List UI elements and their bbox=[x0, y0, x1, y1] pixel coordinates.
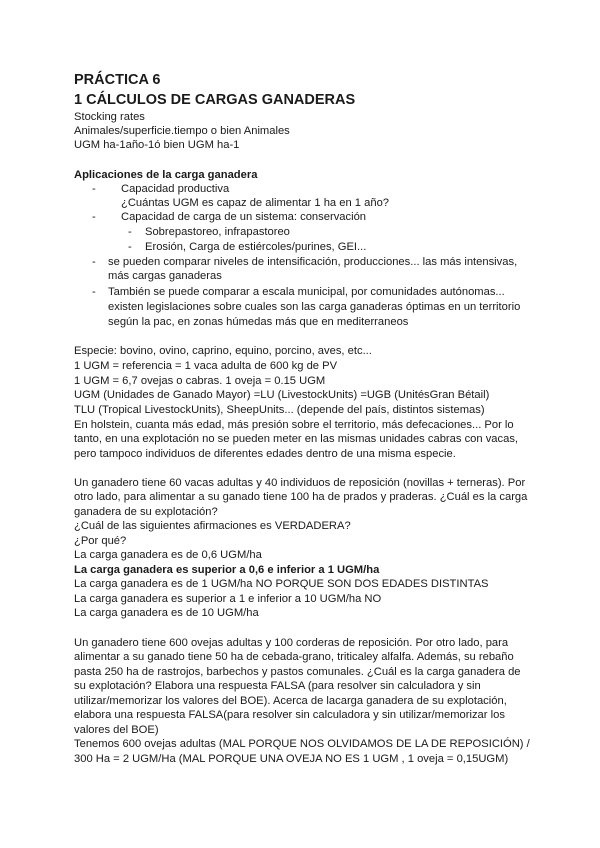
list-item-continuation: ¿Cuántas UGM es capaz de alimentar 1 ha en 1 año? bbox=[121, 197, 390, 209]
sublist-dash: - bbox=[128, 226, 132, 238]
list-item: También se puede comparar a escala municipal, por comunidades autónomas... bbox=[108, 286, 505, 298]
species-line: UGM (Unidades de Ganado Mayor) =LU (LivestockUnits) =UGB (UnitésGran Bétail) bbox=[74, 389, 490, 401]
exercise1-question: ¿Por qué? bbox=[74, 535, 127, 547]
exercise1-option: La carga ganadera es de 0,6 UGM/ha bbox=[74, 549, 262, 561]
exercise2-answer: 300 Ha = 2 UGM/Ha (MAL PORQUE UNA OVEJA NO ES 1 UGM , 1 oveja = 0,15UGM) bbox=[74, 753, 509, 765]
list-item-continuation: existen legislaciones sobre cuales son las carga ganaderas óptimas en un territorio bbox=[108, 301, 521, 313]
page-title: PRÁCTICA 6 bbox=[74, 72, 161, 88]
intro-line: Stocking rates bbox=[74, 111, 145, 123]
species-line: En holstein, cuanta más edad, más presión sobre el territorio, más defecaciones... Por lo bbox=[74, 419, 514, 431]
exercise2-statement: elabora una respuesta FALSA(para resolver sin calculadora y sin utilizar/memorizar los bbox=[74, 709, 505, 721]
exercise2-statement: valores del BOE) bbox=[74, 724, 159, 736]
species-line: tanto, en una explotación no se pueden meter en las mismas unidades cabras con vacas, bbox=[74, 433, 519, 445]
sublist-item: Sobrepastoreo, infrapastoreo bbox=[145, 226, 290, 238]
species-line: Especie: bovino, ovino, caprino, equino, porcino, aves, etc... bbox=[74, 345, 372, 357]
exercise1-statement: otro lado, para alimentar a su ganado tiene 100 ha de prados y praderas. ¿Cuál es la carga bbox=[74, 491, 528, 503]
species-line: TLU (Tropical LivestockUnits), SheepUnits... (depende del país, distintos sistemas) bbox=[74, 404, 485, 416]
exercise1-statement: ganadera de su explotación? bbox=[74, 506, 218, 518]
exercise2-statement: alimentar a su ganado tiene 50 ha de cebada-grano, triticaley alfalfa. Además, su rebaño bbox=[74, 651, 514, 663]
list-item: se pueden comparar niveles de intensificación, producciones... las más intensivas, bbox=[108, 256, 518, 268]
exercise1-option: La carga ganadera es de 1 UGM/ha NO PORQUE SON DOS EDADES DISTINTAS bbox=[74, 578, 489, 590]
list-dash: - bbox=[92, 286, 96, 298]
species-line: 1 UGM = referencia = 1 vaca adulta de 600 kg de PV bbox=[74, 360, 338, 372]
list-dash: - bbox=[92, 183, 96, 195]
species-line: pero tampoco individuos de diferentes edades dentro de una misma especie. bbox=[74, 448, 456, 460]
intro-line: UGM ha-1año-1ó bien UGM ha-1 bbox=[74, 139, 240, 151]
exercise1-option: La carga ganadera es superior a 1 e inferior a 10 UGM/ha NO bbox=[74, 593, 382, 605]
intro-line: Animales/superficie.tiempo o bien Animales bbox=[74, 125, 290, 137]
list-item: Capacidad de carga de un sistema: conservación bbox=[121, 211, 367, 223]
exercise1-statement: Un ganadero tiene 60 vacas adultas y 40 individuos de reposición (novillas + terneras). Por bbox=[74, 477, 526, 489]
exercise1-question: ¿Cuál de las siguientes afirmaciones es VERDADERA? bbox=[74, 520, 351, 532]
applications-title: Aplicaciones de la carga ganadera bbox=[74, 169, 258, 181]
sublist-dash: - bbox=[128, 241, 132, 253]
list-dash: - bbox=[92, 211, 96, 223]
section-title: 1 CÁLCULOS DE CARGAS GANADERAS bbox=[74, 92, 356, 108]
exercise2-answer: Tenemos 600 ovejas adultas (MAL PORQUE NOS OLVIDAMOS DE LA DE REPOSICIÓN) / bbox=[74, 738, 530, 750]
list-item-continuation: más cargas ganaderas bbox=[108, 270, 222, 282]
exercise2-statement: pasta 250 ha de rastrojos, barbechos y pastos comunales. ¿Cuál es la carga ganadera de bbox=[74, 666, 521, 678]
sublist-item: Erosión, Carga de estiércoles/purines, GEI... bbox=[145, 241, 367, 253]
list-item: Capacidad productiva bbox=[121, 183, 230, 195]
list-dash: - bbox=[92, 256, 96, 268]
exercise1-option-correct: La carga ganadera es superior a 0,6 e inferior a 1 UGM/ha bbox=[74, 564, 380, 576]
exercise2-statement: Un ganadero tiene 600 ovejas adultas y 100 corderas de reposición. Por otro lado, para bbox=[74, 637, 509, 649]
species-line: 1 UGM = 6,7 ovejas o cabras. 1 oveja = 0.15 UGM bbox=[74, 375, 326, 387]
exercise2-statement: utilizar/memorizar los valores del BOE). Acerca de lacarga ganadera de su explotación, bbox=[74, 695, 507, 707]
exercise1-option: La carga ganadera es de 10 UGM/ha bbox=[74, 607, 259, 619]
exercise2-statement: su explotación? Elabora una respuesta FALSA (para resolver sin calculadora y sin bbox=[74, 680, 481, 692]
list-item-continuation: según la pac, en zonas húmedas más que en mediterraneos bbox=[108, 316, 409, 328]
